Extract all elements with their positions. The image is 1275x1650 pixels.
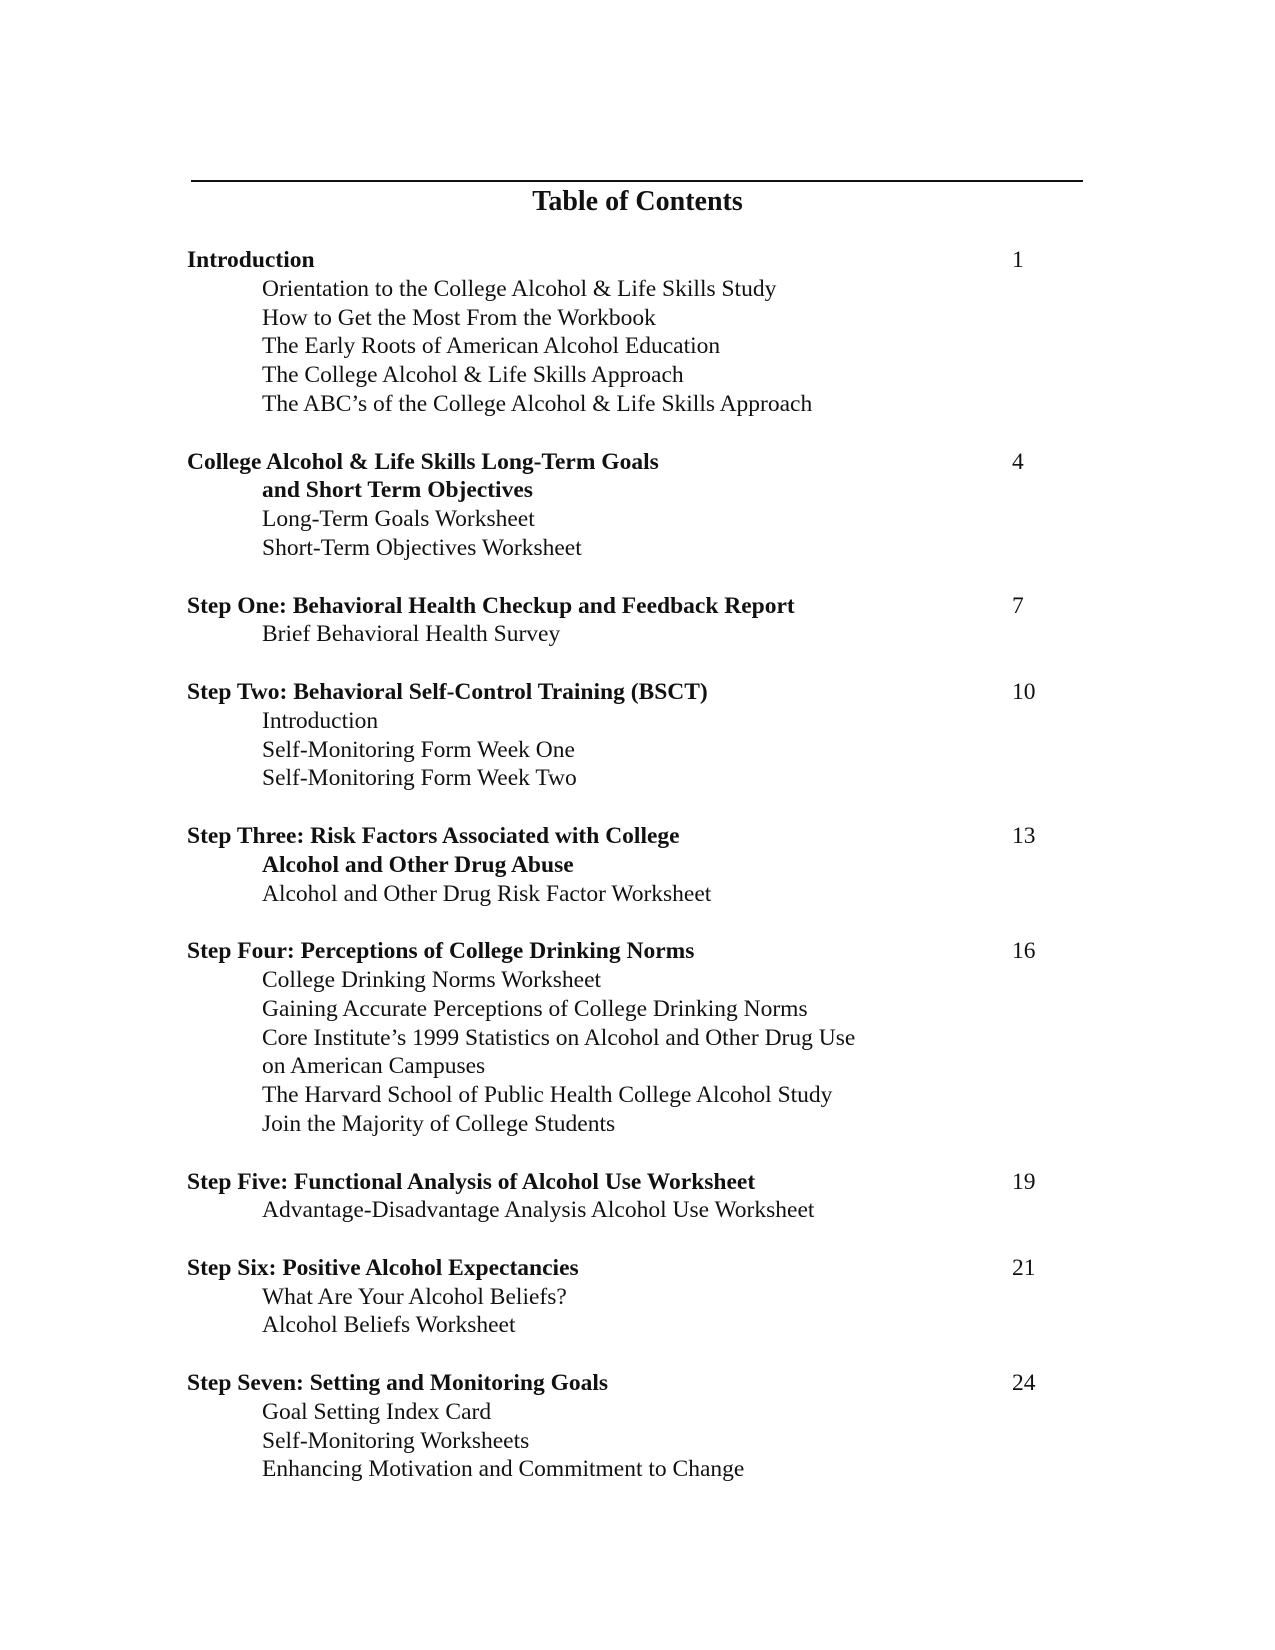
toc-entry: Enhancing Motivation and Commitment to Change [262,1456,745,1483]
toc-entry: Alcohol Beliefs Worksheet [262,1312,516,1339]
section-heading: Introduction [187,247,315,273]
toc-entry: Gaining Accurate Perceptions of College Drinking Norms [262,995,808,1022]
section-heading: and Short Term Objectives [262,477,533,504]
toc-entry: Introduction [262,707,379,734]
section-heading: Step Six: Positive Alcohol Expectancies [187,1254,579,1281]
section-heading: Alcohol and Other Drug Abuse [262,851,574,878]
page-number: 13 [1012,822,1036,849]
toc-entry: on American Campuses [262,1053,486,1080]
toc-entry: How to Get the Most From the Workbook [262,304,656,331]
toc-entry: The Early Roots of American Alcohol Education [262,333,721,360]
toc-entry: Brief Behavioral Health Survey [262,621,561,648]
toc-entry: The ABC’s of the College Alcohol & Life Skills Approach [262,390,813,417]
toc-section [187,448,1067,563]
toc-section [187,1254,1067,1340]
toc-section [187,592,1067,650]
toc-entry: The Harvard School of Public Health College Alcohol Study [262,1082,833,1109]
section-heading: Step One: Behavioral Health Checkup and Feedback Report [187,592,795,619]
page-number: 24 [1012,1370,1036,1397]
toc-section [187,678,1067,793]
toc-entry: The College Alcohol & Life Skills Approach [262,362,684,389]
page-number: 1 [1012,247,1024,273]
toc-section [187,937,1067,1139]
toc-entry: Self-Monitoring Worksheets [262,1427,530,1454]
page-number: 19 [1012,1168,1036,1195]
toc-entry: College Drinking Norms Worksheet [262,966,602,993]
section-heading: College Alcohol & Life Skills Long-Term Goals [187,448,659,475]
page-number: 4 [1012,448,1024,475]
toc-entry: Self-Monitoring Form Week Two [262,765,577,792]
toc-section [187,246,1067,419]
toc-section [187,822,1067,908]
page-number: 7 [1012,592,1024,619]
toc-list [187,246,1067,1513]
toc-entry: Advantage-Disadvantage Analysis Alcohol Use Worksheet [262,1197,815,1224]
section-heading: Step Four: Perceptions of College Drinking Norms [187,938,695,965]
section-heading: Step Three: Risk Factors Associated with College [187,822,680,849]
toc-entry: What Are Your Alcohol Beliefs? [262,1283,567,1310]
toc-entry: Orientation to the College Alcohol & Life Skills Study [262,275,777,302]
page-number: 10 [1012,678,1036,705]
section-heading: Step Seven: Setting and Monitoring Goals [187,1370,609,1397]
toc-entry: Alcohol and Other Drug Risk Factor Worksheet [262,880,712,907]
section-heading: Step Two: Behavioral Self-Control Training (BSCT) [187,678,708,705]
page-number: 21 [1012,1254,1036,1281]
page-number: 16 [1012,938,1036,965]
toc-entry: Long-Term Goals Worksheet [262,506,535,533]
toc-entry: Short-Term Objectives Worksheet [262,534,582,561]
toc-entry: Core Institute’s 1999 Statistics on Alcohol and Other Drug Use [262,1024,856,1051]
toc-section [187,1369,1067,1484]
toc-section [187,1168,1067,1226]
toc-entry: Goal Setting Index Card [262,1398,492,1425]
section-heading: Step Five: Functional Analysis of Alcohol Use Worksheet [187,1168,756,1195]
toc-entry: Join the Majority of College Students [262,1110,616,1137]
page-title: Table of Contents [532,186,743,217]
toc-entry: Self-Monitoring Form Week One [262,736,575,763]
